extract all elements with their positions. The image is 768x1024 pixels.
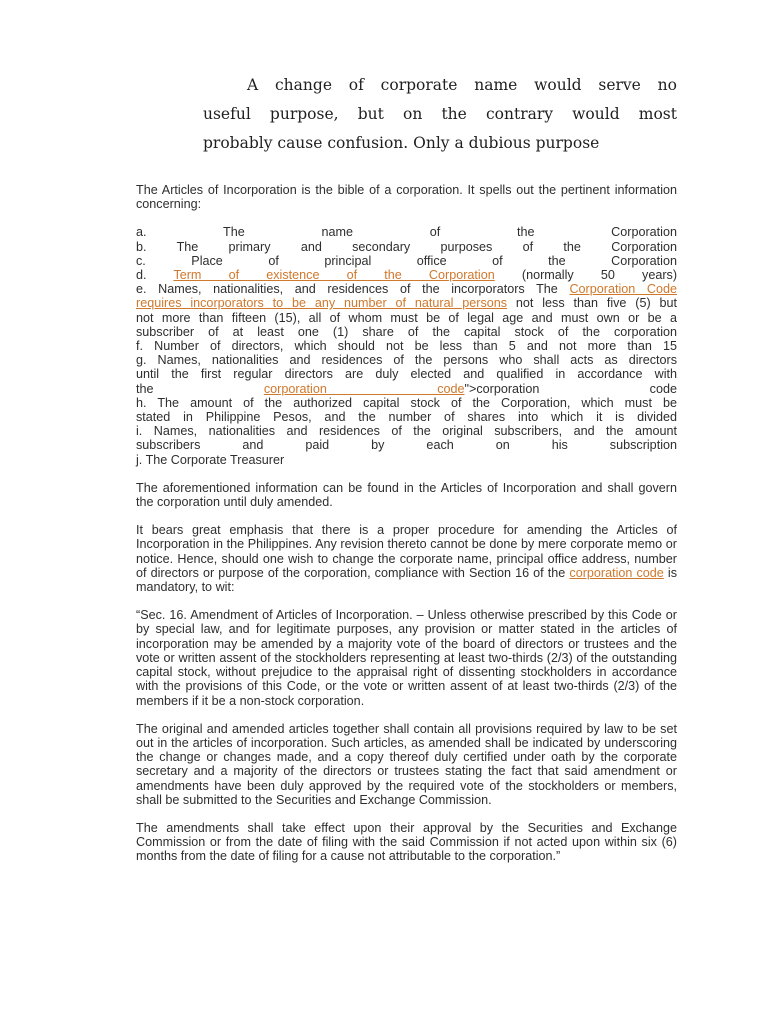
pull-quote-line: useful purpose, but on the contrary would most — [203, 105, 677, 123]
aforementioned-paragraph: The aforementioned information can be found in the Articles of Incorporation and shall govern the corporation until duly amended. — [136, 480, 677, 510]
list-item-e-suffix: not less than five (5) but — [507, 296, 677, 311]
section-16-quote: “Sec. 16. Amendment of Articles of Incorporation. – Unless otherwise prescribed by this Code or by special law, and for legitimate purposes, any provision or matter stated in the articles of incorporation may be amended by a majority vote of the board of directors or trustees and the vote or written assent of the stockholders representing at least two-thirds (2/3) of the outstanding capital stock, without prejudice to the appraisal right of dissenting stockholders in accordance with the provisions of this Code, or the vote or written assent of at least two-thirds (2/3) of the members if it be a non-stock corporation. — [136, 608, 677, 708]
list-item-e-line-2 — [136, 296, 677, 310]
list-item-d — [136, 268, 677, 282]
list-item-e — [136, 282, 677, 296]
pull-quote-line: A change of corporate name would serve no — [247, 76, 677, 94]
list-item-c: c. Place of principal office of the Corporation — [136, 253, 677, 268]
emphasis-text-before: It bears great emphasis that there is a proper procedure for amending the Articles of Incorporation in the Philippines. Any revision thereto cannot be done by mere corporate memo or notice. Hence, should one wish to change the corporate name, principal office address, number of directors or purpose of the corporation, compliance with Section 16 of the — [136, 523, 677, 580]
pull-quote-line: probably cause confusion. Only a dubious purpose — [203, 134, 600, 152]
pull-quote — [203, 71, 677, 158]
list-item-b: b. The primary and secondary purposes of the Corporation — [136, 239, 677, 254]
list-item-h-line-2: stated in Philippine Pesos, and the number of shares into which it is divided — [136, 410, 677, 425]
article-body — [136, 183, 677, 878]
corporation-code-link-2[interactable]: corporation code — [263, 381, 465, 396]
list-item-a: a. The name of the Corporation — [136, 225, 677, 240]
list-item-h-line-1: h. The amount of the authorized capital stock of the Corporation, which must be — [136, 395, 677, 410]
list-item-i-line-1: i. Names, nationalities and residences of the original subscribers, and the amount — [136, 424, 677, 439]
emphasis-paragraph — [136, 523, 677, 594]
list-item-g-line-1: g. Names, nationalities and residences of the persons who shall acts as directors — [136, 353, 677, 368]
list-item-g-suffix: ">corporation code — [464, 381, 677, 396]
corporation-code-link-3[interactable]: corporation code — [569, 565, 664, 580]
list-item-e-line-3: not more than fifteen (15), all of whom must be of legal age and must own or be a — [136, 310, 677, 325]
list-item-e-prefix: e. Names, nationalities, and residences of the incorporators The — [136, 282, 570, 297]
list-item-g-prefix: the — [136, 381, 264, 396]
emphasis-text-after: is mandatory, to wit: — [136, 565, 678, 595]
original-articles-paragraph: The original and amended articles together shall contain all provisions required by law to be set out in the articles of incorporation. Such articles, as amended shall be indicated by underscoring the change or changes made, and a copy thereof duly certified under oath by the corporate secretary and a majority of the directors or trustees stating the fact that said amendment or amendments have been duly approved by the required vote of the stockholders or members, shall be submitted to the Securities and Exchange Commission. — [136, 721, 677, 807]
incorporators-requirement-link[interactable]: requires incorporators to be any number of natural persons — [136, 296, 508, 311]
list-item-j: j. The Corporate Treasurer — [136, 452, 285, 467]
list-item-d-prefix: d. — [136, 268, 174, 283]
term-of-existence-link[interactable]: Term of existence of the Corporation — [173, 268, 495, 283]
intro-paragraph: The Articles of Incorporation is the bible of a corporation. It spells out the pertinent information concerning: — [136, 183, 677, 212]
list-item-g-line-2: until the first regular directors are duly elected and qualified in accordance with — [136, 367, 677, 382]
list-item-e-line-4: subscriber of at least one (1) share of the capital stock of the corporation — [136, 324, 677, 339]
list-item-d-suffix: (normally 50 years) — [494, 268, 678, 283]
list-item-i-line-2: subscribers and paid by each on his subscription — [136, 438, 677, 453]
amendments-effect-paragraph: The amendments shall take effect upon their approval by the Securities and Exchange Commission or from the date of filing with the said Commission if not acted upon within six (6) months from the date of filing for a cause not attributable to the corporation.” — [136, 820, 677, 864]
articles-list — [136, 225, 677, 466]
corporation-code-link[interactable]: Corporation Code — [569, 282, 677, 297]
list-item-f: f. Number of directors, which should not be less than 5 and not more than 15 — [136, 339, 677, 354]
list-item-g-line-3 — [136, 382, 677, 396]
